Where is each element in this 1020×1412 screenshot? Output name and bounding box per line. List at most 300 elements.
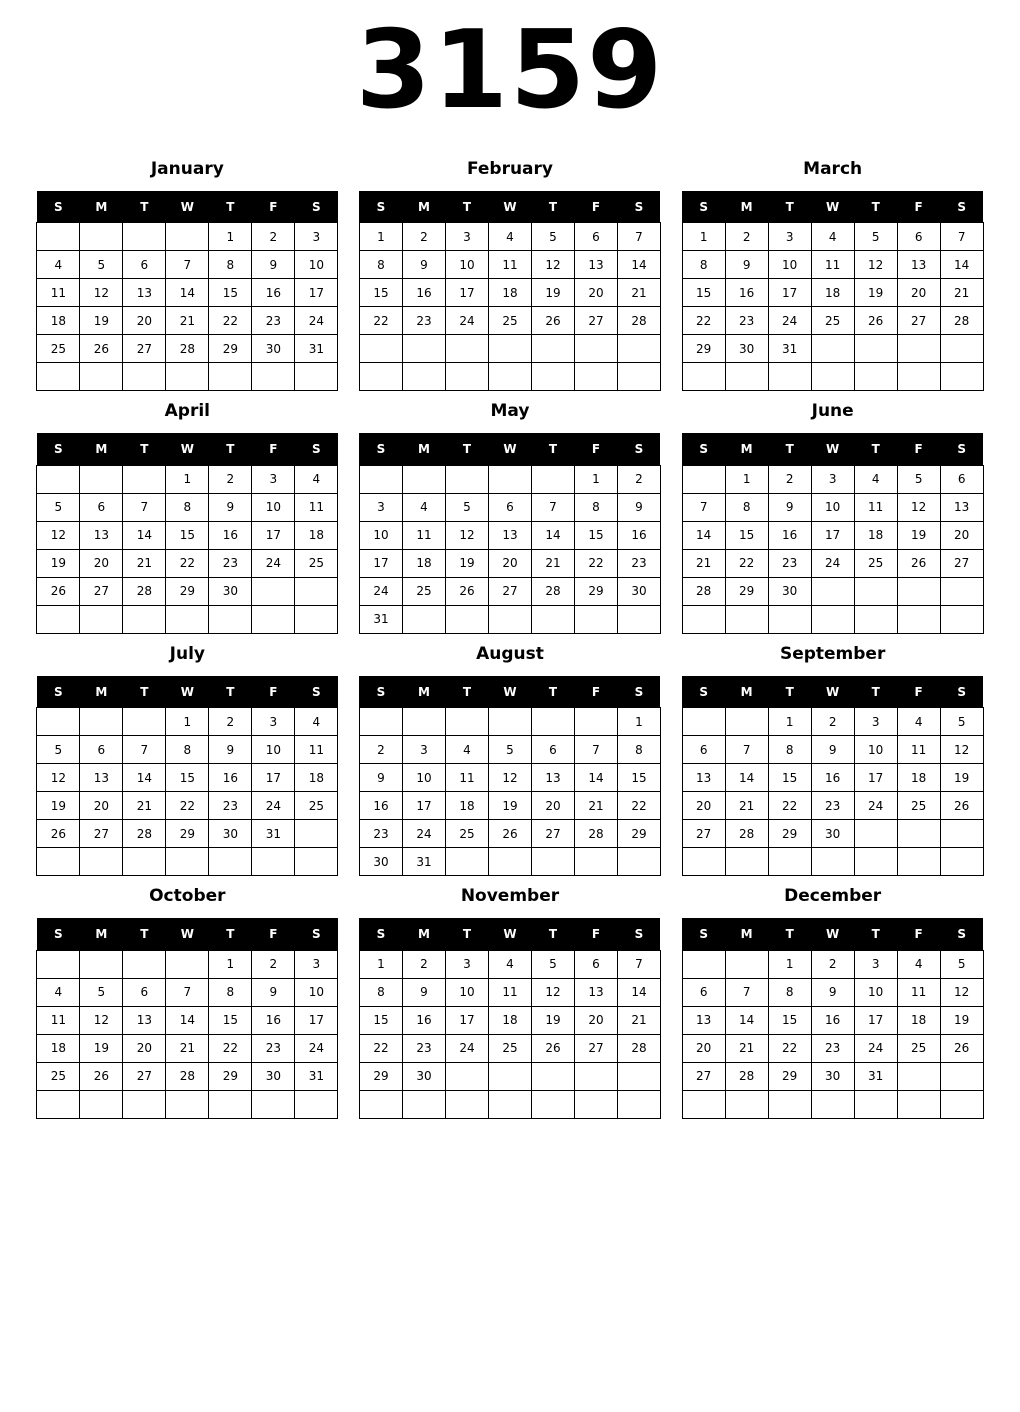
day-cell[interactable]: 16	[252, 1006, 295, 1034]
day-cell[interactable]: 2	[725, 223, 768, 251]
day-cell[interactable]: 21	[123, 792, 166, 820]
day-cell[interactable]: 26	[940, 792, 983, 820]
day-cell[interactable]: 27	[897, 307, 940, 335]
day-cell[interactable]: 28	[166, 1062, 209, 1090]
day-cell[interactable]: 23	[768, 549, 811, 577]
day-cell[interactable]: 19	[854, 279, 897, 307]
day-cell[interactable]: 24	[295, 1034, 338, 1062]
day-cell[interactable]: 30	[252, 1062, 295, 1090]
day-cell[interactable]: 17	[295, 1006, 338, 1034]
day-cell[interactable]: 3	[445, 223, 488, 251]
day-cell[interactable]: 1	[359, 223, 402, 251]
day-cell[interactable]: 18	[897, 764, 940, 792]
day-cell[interactable]: 2	[252, 950, 295, 978]
day-cell[interactable]: 8	[359, 251, 402, 279]
day-cell[interactable]: 18	[488, 279, 531, 307]
day-cell[interactable]: 2	[209, 465, 252, 493]
day-cell[interactable]: 1	[209, 950, 252, 978]
day-cell[interactable]: 22	[617, 792, 660, 820]
day-cell[interactable]: 30	[252, 335, 295, 363]
day-cell[interactable]: 26	[897, 549, 940, 577]
day-cell[interactable]: 14	[123, 764, 166, 792]
day-cell[interactable]: 24	[359, 577, 402, 605]
day-cell[interactable]: 14	[682, 521, 725, 549]
day-cell[interactable]: 25	[295, 792, 338, 820]
day-cell[interactable]: 27	[682, 820, 725, 848]
day-cell[interactable]: 21	[725, 792, 768, 820]
day-cell[interactable]: 16	[811, 764, 854, 792]
day-cell[interactable]: 23	[811, 1034, 854, 1062]
day-cell[interactable]: 6	[574, 950, 617, 978]
day-cell[interactable]: 14	[940, 251, 983, 279]
day-cell[interactable]: 5	[854, 223, 897, 251]
day-cell[interactable]: 5	[445, 493, 488, 521]
day-cell[interactable]: 12	[37, 764, 80, 792]
day-cell[interactable]: 3	[295, 223, 338, 251]
day-cell[interactable]: 6	[80, 493, 123, 521]
day-cell[interactable]: 19	[940, 764, 983, 792]
day-cell[interactable]: 1	[617, 708, 660, 736]
day-cell[interactable]: 4	[488, 950, 531, 978]
day-cell[interactable]: 10	[445, 251, 488, 279]
day-cell[interactable]: 21	[940, 279, 983, 307]
day-cell[interactable]: 9	[768, 493, 811, 521]
day-cell[interactable]: 30	[359, 848, 402, 876]
day-cell[interactable]: 18	[295, 764, 338, 792]
day-cell[interactable]: 11	[295, 493, 338, 521]
day-cell[interactable]: 21	[725, 1034, 768, 1062]
day-cell[interactable]: 17	[445, 279, 488, 307]
day-cell[interactable]: 22	[768, 1034, 811, 1062]
day-cell[interactable]: 15	[768, 1006, 811, 1034]
day-cell[interactable]: 25	[488, 1034, 531, 1062]
day-cell[interactable]: 22	[359, 307, 402, 335]
day-cell[interactable]: 25	[445, 820, 488, 848]
day-cell[interactable]: 26	[80, 1062, 123, 1090]
day-cell[interactable]: 20	[80, 792, 123, 820]
day-cell[interactable]: 27	[574, 307, 617, 335]
day-cell[interactable]: 10	[295, 251, 338, 279]
day-cell[interactable]: 14	[617, 251, 660, 279]
day-cell[interactable]: 12	[854, 251, 897, 279]
day-cell[interactable]: 8	[166, 493, 209, 521]
day-cell[interactable]: 6	[488, 493, 531, 521]
day-cell[interactable]: 12	[531, 251, 574, 279]
day-cell[interactable]: 8	[209, 978, 252, 1006]
day-cell[interactable]: 16	[768, 521, 811, 549]
day-cell[interactable]: 22	[359, 1034, 402, 1062]
day-cell[interactable]: 11	[811, 251, 854, 279]
day-cell[interactable]: 7	[617, 950, 660, 978]
day-cell[interactable]: 17	[854, 1006, 897, 1034]
day-cell[interactable]: 19	[445, 549, 488, 577]
day-cell[interactable]: 16	[617, 521, 660, 549]
day-cell[interactable]: 15	[725, 521, 768, 549]
day-cell[interactable]: 6	[940, 465, 983, 493]
day-cell[interactable]: 14	[617, 978, 660, 1006]
day-cell[interactable]: 2	[768, 465, 811, 493]
day-cell[interactable]: 29	[725, 577, 768, 605]
day-cell[interactable]: 27	[80, 577, 123, 605]
day-cell[interactable]: 1	[166, 708, 209, 736]
day-cell[interactable]: 16	[402, 1006, 445, 1034]
day-cell[interactable]: 12	[488, 764, 531, 792]
day-cell[interactable]: 31	[768, 335, 811, 363]
day-cell[interactable]: 22	[768, 792, 811, 820]
day-cell[interactable]: 4	[854, 465, 897, 493]
day-cell[interactable]: 27	[80, 820, 123, 848]
day-cell[interactable]: 11	[445, 764, 488, 792]
day-cell[interactable]: 27	[123, 1062, 166, 1090]
day-cell[interactable]: 7	[123, 736, 166, 764]
day-cell[interactable]: 15	[359, 279, 402, 307]
day-cell[interactable]: 24	[402, 820, 445, 848]
day-cell[interactable]: 29	[209, 335, 252, 363]
day-cell[interactable]: 11	[488, 978, 531, 1006]
day-cell[interactable]: 15	[768, 764, 811, 792]
day-cell[interactable]: 27	[940, 549, 983, 577]
day-cell[interactable]: 11	[488, 251, 531, 279]
day-cell[interactable]: 12	[80, 1006, 123, 1034]
day-cell[interactable]: 14	[166, 279, 209, 307]
day-cell[interactable]: 13	[123, 1006, 166, 1034]
day-cell[interactable]: 20	[574, 1006, 617, 1034]
day-cell[interactable]: 27	[682, 1062, 725, 1090]
day-cell[interactable]: 2	[617, 465, 660, 493]
day-cell[interactable]: 26	[854, 307, 897, 335]
day-cell[interactable]: 19	[80, 307, 123, 335]
day-cell[interactable]: 14	[725, 764, 768, 792]
day-cell[interactable]: 5	[80, 251, 123, 279]
day-cell[interactable]: 8	[768, 978, 811, 1006]
day-cell[interactable]: 29	[574, 577, 617, 605]
day-cell[interactable]: 17	[295, 279, 338, 307]
day-cell[interactable]: 13	[574, 978, 617, 1006]
day-cell[interactable]: 25	[295, 549, 338, 577]
day-cell[interactable]: 28	[682, 577, 725, 605]
day-cell[interactable]: 18	[811, 279, 854, 307]
day-cell[interactable]: 10	[402, 764, 445, 792]
day-cell[interactable]: 2	[359, 736, 402, 764]
day-cell[interactable]: 15	[166, 764, 209, 792]
day-cell[interactable]: 6	[897, 223, 940, 251]
day-cell[interactable]: 24	[295, 307, 338, 335]
day-cell[interactable]: 3	[252, 708, 295, 736]
day-cell[interactable]: 2	[402, 950, 445, 978]
day-cell[interactable]: 29	[768, 1062, 811, 1090]
day-cell[interactable]: 26	[80, 335, 123, 363]
day-cell[interactable]: 18	[897, 1006, 940, 1034]
day-cell[interactable]: 7	[166, 978, 209, 1006]
day-cell[interactable]: 29	[359, 1062, 402, 1090]
day-cell[interactable]: 26	[531, 307, 574, 335]
day-cell[interactable]: 5	[531, 950, 574, 978]
day-cell[interactable]: 17	[252, 764, 295, 792]
day-cell[interactable]: 15	[682, 279, 725, 307]
day-cell[interactable]: 5	[37, 493, 80, 521]
day-cell[interactable]: 26	[445, 577, 488, 605]
day-cell[interactable]: 5	[940, 950, 983, 978]
day-cell[interactable]: 31	[854, 1062, 897, 1090]
day-cell[interactable]: 1	[725, 465, 768, 493]
day-cell[interactable]: 13	[123, 279, 166, 307]
day-cell[interactable]: 20	[123, 307, 166, 335]
day-cell[interactable]: 15	[574, 521, 617, 549]
day-cell[interactable]: 16	[359, 792, 402, 820]
day-cell[interactable]: 31	[295, 1062, 338, 1090]
day-cell[interactable]: 5	[531, 223, 574, 251]
day-cell[interactable]: 22	[166, 792, 209, 820]
day-cell[interactable]: 17	[402, 792, 445, 820]
day-cell[interactable]: 22	[725, 549, 768, 577]
day-cell[interactable]: 4	[445, 736, 488, 764]
day-cell[interactable]: 22	[682, 307, 725, 335]
day-cell[interactable]: 20	[488, 549, 531, 577]
day-cell[interactable]: 5	[488, 736, 531, 764]
day-cell[interactable]: 21	[682, 549, 725, 577]
day-cell[interactable]: 17	[854, 764, 897, 792]
day-cell[interactable]: 3	[768, 223, 811, 251]
day-cell[interactable]: 9	[811, 978, 854, 1006]
day-cell[interactable]: 19	[940, 1006, 983, 1034]
day-cell[interactable]: 26	[531, 1034, 574, 1062]
day-cell[interactable]: 5	[37, 736, 80, 764]
day-cell[interactable]: 25	[488, 307, 531, 335]
day-cell[interactable]: 9	[811, 736, 854, 764]
day-cell[interactable]: 27	[123, 335, 166, 363]
day-cell[interactable]: 7	[617, 223, 660, 251]
day-cell[interactable]: 20	[80, 549, 123, 577]
day-cell[interactable]: 13	[574, 251, 617, 279]
day-cell[interactable]: 19	[531, 1006, 574, 1034]
day-cell[interactable]: 1	[209, 223, 252, 251]
day-cell[interactable]: 11	[37, 1006, 80, 1034]
day-cell[interactable]: 10	[768, 251, 811, 279]
day-cell[interactable]: 3	[854, 950, 897, 978]
day-cell[interactable]: 31	[252, 820, 295, 848]
day-cell[interactable]: 20	[682, 792, 725, 820]
day-cell[interactable]: 24	[854, 792, 897, 820]
day-cell[interactable]: 26	[37, 577, 80, 605]
day-cell[interactable]: 14	[725, 1006, 768, 1034]
day-cell[interactable]: 9	[209, 736, 252, 764]
day-cell[interactable]: 6	[80, 736, 123, 764]
day-cell[interactable]: 28	[123, 820, 166, 848]
day-cell[interactable]: 6	[574, 223, 617, 251]
day-cell[interactable]: 6	[123, 978, 166, 1006]
day-cell[interactable]: 25	[402, 577, 445, 605]
day-cell[interactable]: 24	[252, 549, 295, 577]
day-cell[interactable]: 3	[359, 493, 402, 521]
day-cell[interactable]: 12	[37, 521, 80, 549]
day-cell[interactable]: 3	[811, 465, 854, 493]
day-cell[interactable]: 15	[209, 279, 252, 307]
day-cell[interactable]: 16	[811, 1006, 854, 1034]
day-cell[interactable]: 23	[359, 820, 402, 848]
day-cell[interactable]: 8	[617, 736, 660, 764]
day-cell[interactable]: 15	[166, 521, 209, 549]
day-cell[interactable]: 11	[897, 978, 940, 1006]
day-cell[interactable]: 6	[531, 736, 574, 764]
day-cell[interactable]: 8	[725, 493, 768, 521]
day-cell[interactable]: 5	[897, 465, 940, 493]
day-cell[interactable]: 26	[488, 820, 531, 848]
day-cell[interactable]: 4	[37, 978, 80, 1006]
day-cell[interactable]: 9	[617, 493, 660, 521]
day-cell[interactable]: 9	[252, 251, 295, 279]
day-cell[interactable]: 2	[252, 223, 295, 251]
day-cell[interactable]: 18	[854, 521, 897, 549]
day-cell[interactable]: 16	[209, 764, 252, 792]
day-cell[interactable]: 18	[402, 549, 445, 577]
day-cell[interactable]: 25	[897, 792, 940, 820]
day-cell[interactable]: 15	[617, 764, 660, 792]
day-cell[interactable]: 1	[359, 950, 402, 978]
day-cell[interactable]: 30	[209, 820, 252, 848]
day-cell[interactable]: 10	[295, 978, 338, 1006]
day-cell[interactable]: 24	[252, 792, 295, 820]
day-cell[interactable]: 23	[252, 307, 295, 335]
day-cell[interactable]: 13	[682, 1006, 725, 1034]
day-cell[interactable]: 28	[123, 577, 166, 605]
day-cell[interactable]: 2	[209, 708, 252, 736]
day-cell[interactable]: 13	[80, 764, 123, 792]
day-cell[interactable]: 14	[166, 1006, 209, 1034]
day-cell[interactable]: 8	[574, 493, 617, 521]
day-cell[interactable]: 16	[402, 279, 445, 307]
day-cell[interactable]: 7	[725, 978, 768, 1006]
day-cell[interactable]: 18	[295, 521, 338, 549]
day-cell[interactable]: 16	[209, 521, 252, 549]
day-cell[interactable]: 21	[531, 549, 574, 577]
day-cell[interactable]: 24	[768, 307, 811, 335]
day-cell[interactable]: 25	[897, 1034, 940, 1062]
day-cell[interactable]: 4	[897, 950, 940, 978]
day-cell[interactable]: 2	[402, 223, 445, 251]
day-cell[interactable]: 4	[295, 465, 338, 493]
day-cell[interactable]: 30	[811, 1062, 854, 1090]
day-cell[interactable]: 17	[768, 279, 811, 307]
day-cell[interactable]: 12	[445, 521, 488, 549]
day-cell[interactable]: 21	[166, 1034, 209, 1062]
day-cell[interactable]: 10	[445, 978, 488, 1006]
day-cell[interactable]: 18	[488, 1006, 531, 1034]
day-cell[interactable]: 23	[725, 307, 768, 335]
day-cell[interactable]: 26	[37, 820, 80, 848]
day-cell[interactable]: 7	[682, 493, 725, 521]
day-cell[interactable]: 19	[897, 521, 940, 549]
day-cell[interactable]: 1	[166, 465, 209, 493]
day-cell[interactable]: 3	[854, 708, 897, 736]
day-cell[interactable]: 22	[166, 549, 209, 577]
day-cell[interactable]: 9	[209, 493, 252, 521]
day-cell[interactable]: 10	[252, 493, 295, 521]
day-cell[interactable]: 16	[725, 279, 768, 307]
day-cell[interactable]: 10	[811, 493, 854, 521]
day-cell[interactable]: 13	[531, 764, 574, 792]
day-cell[interactable]: 14	[531, 521, 574, 549]
day-cell[interactable]: 19	[37, 549, 80, 577]
day-cell[interactable]: 20	[897, 279, 940, 307]
day-cell[interactable]: 28	[617, 307, 660, 335]
day-cell[interactable]: 8	[682, 251, 725, 279]
day-cell[interactable]: 11	[37, 279, 80, 307]
day-cell[interactable]: 9	[252, 978, 295, 1006]
day-cell[interactable]: 18	[37, 307, 80, 335]
day-cell[interactable]: 3	[295, 950, 338, 978]
day-cell[interactable]: 23	[252, 1034, 295, 1062]
day-cell[interactable]: 12	[897, 493, 940, 521]
day-cell[interactable]: 12	[531, 978, 574, 1006]
day-cell[interactable]: 21	[617, 1006, 660, 1034]
day-cell[interactable]: 13	[897, 251, 940, 279]
day-cell[interactable]: 24	[811, 549, 854, 577]
day-cell[interactable]: 27	[488, 577, 531, 605]
day-cell[interactable]: 30	[768, 577, 811, 605]
day-cell[interactable]: 11	[295, 736, 338, 764]
day-cell[interactable]: 7	[940, 223, 983, 251]
day-cell[interactable]: 25	[37, 1062, 80, 1090]
day-cell[interactable]: 9	[359, 764, 402, 792]
day-cell[interactable]: 15	[209, 1006, 252, 1034]
day-cell[interactable]: 25	[37, 335, 80, 363]
day-cell[interactable]: 10	[854, 978, 897, 1006]
day-cell[interactable]: 13	[940, 493, 983, 521]
day-cell[interactable]: 7	[123, 493, 166, 521]
day-cell[interactable]: 28	[725, 1062, 768, 1090]
day-cell[interactable]: 30	[811, 820, 854, 848]
day-cell[interactable]: 6	[123, 251, 166, 279]
day-cell[interactable]: 10	[854, 736, 897, 764]
day-cell[interactable]: 31	[402, 848, 445, 876]
day-cell[interactable]: 25	[811, 307, 854, 335]
day-cell[interactable]: 19	[80, 1034, 123, 1062]
day-cell[interactable]: 18	[37, 1034, 80, 1062]
day-cell[interactable]: 20	[682, 1034, 725, 1062]
day-cell[interactable]: 7	[725, 736, 768, 764]
day-cell[interactable]: 4	[37, 251, 80, 279]
day-cell[interactable]: 27	[574, 1034, 617, 1062]
day-cell[interactable]: 9	[725, 251, 768, 279]
day-cell[interactable]: 31	[295, 335, 338, 363]
day-cell[interactable]: 20	[531, 792, 574, 820]
day-cell[interactable]: 4	[811, 223, 854, 251]
day-cell[interactable]: 11	[854, 493, 897, 521]
day-cell[interactable]: 16	[252, 279, 295, 307]
day-cell[interactable]: 4	[488, 223, 531, 251]
day-cell[interactable]: 1	[574, 465, 617, 493]
day-cell[interactable]: 30	[617, 577, 660, 605]
day-cell[interactable]: 14	[123, 521, 166, 549]
day-cell[interactable]: 6	[682, 736, 725, 764]
day-cell[interactable]: 3	[252, 465, 295, 493]
day-cell[interactable]: 27	[531, 820, 574, 848]
day-cell[interactable]: 4	[295, 708, 338, 736]
day-cell[interactable]: 21	[617, 279, 660, 307]
day-cell[interactable]: 2	[811, 708, 854, 736]
day-cell[interactable]: 2	[811, 950, 854, 978]
day-cell[interactable]: 20	[574, 279, 617, 307]
day-cell[interactable]: 7	[574, 736, 617, 764]
day-cell[interactable]: 12	[80, 279, 123, 307]
day-cell[interactable]: 15	[359, 1006, 402, 1034]
day-cell[interactable]: 28	[725, 820, 768, 848]
day-cell[interactable]: 3	[445, 950, 488, 978]
day-cell[interactable]: 1	[768, 950, 811, 978]
day-cell[interactable]: 29	[209, 1062, 252, 1090]
day-cell[interactable]: 23	[209, 549, 252, 577]
day-cell[interactable]: 23	[402, 1034, 445, 1062]
